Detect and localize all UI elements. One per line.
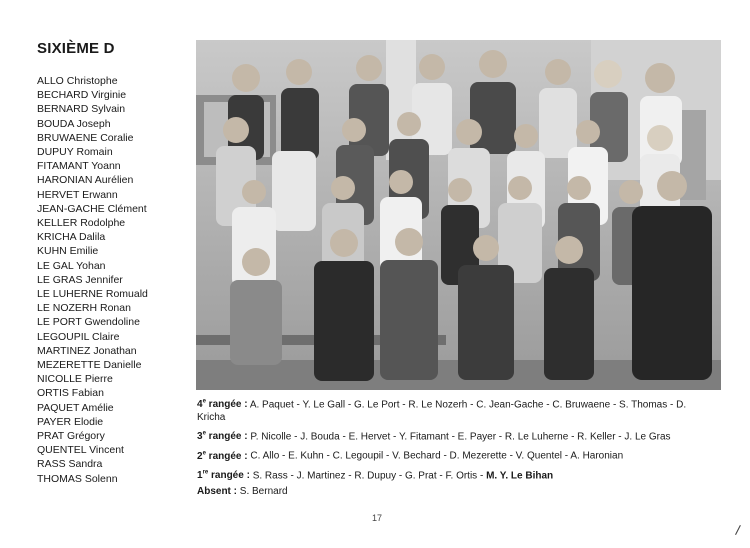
student-name: JEAN-GACHE Clément [37,202,147,215]
student-name: QUENTEL Vincent [37,444,124,457]
student-name: HERVET Erwann [37,188,118,201]
row-label: 4e rangée : [197,399,248,411]
student-name: NICOLLE Pierre [37,373,113,386]
student-name: MARTINEZ Jonathan [37,344,137,357]
student-name: PAYER Elodie [37,415,104,428]
student-name: BRUWAENE Coralie [37,131,134,144]
caption-row-2 [197,447,717,463]
student-name: KRICHA Dalila [37,231,106,244]
page-number: 17 [372,513,383,523]
student-name: LE LUHERNE Romuald [37,288,148,301]
row-label: 1re rangée : [197,469,250,482]
margin-mark: / [734,521,742,539]
row-names: P. Nicolle - J. Bouda - E. Hervet - Y. Fitamant - E. Payer - R. Le Luherne - R. Keller - J. Le Gras [247,431,671,443]
class-title: SIXIÈME D [37,40,115,57]
student-name: PAQUET Amélie [37,401,114,414]
caption-row-1 [197,467,717,483]
student-name: LEGOUPIL Claire [37,330,120,343]
student-name: KELLER Rodolphe [37,217,126,230]
student-name: ALLO Christophe [37,75,118,87]
student-list [37,74,148,486]
student-name: HARONIAN Aurélien [37,174,134,187]
student-name: MEZERETTE Danielle [37,359,142,372]
teacher-name: M. Y. Le Bihan [486,470,554,482]
student-name: BECHARD Virginie [37,89,127,102]
class-photo [196,40,721,390]
student-name: BOUDA Joseph [37,117,111,130]
row-label: 3e rangée : [197,431,248,443]
student-name: KUHN Emilie [37,245,99,258]
student-name: LE PORT Gwendoline [37,316,140,329]
student-name: LE GAL Yohan [37,259,106,272]
absent-label: Absent : [197,486,237,498]
student-name: PRAT Grégory [37,430,105,443]
student-name: ORTIS Fabian [37,387,104,400]
row-label: 2e rangée : [197,450,248,462]
person-figure [228,64,264,160]
row-names: S. Rass - J. Martinez - R. Dupuy - G. Prat - F. Ortis - [249,470,487,482]
student-name: LE GRAS Jennifer [37,273,123,286]
student-name: FITAMANT Yoann [37,160,121,173]
caption-row-3 [197,428,717,444]
row-names: A. Paquet - Y. Le Gall - G. Le Port - R. Le Nozerh - C. Jean-Gache - C. Bruwaene - S. Thomas - D. Kricha [197,399,687,423]
student-name: LE NOZERH Ronan [37,302,131,315]
student-name: BERNARD Sylvain [37,103,126,116]
student-name: RASS Sandra [37,458,103,471]
caption-absent [197,486,717,499]
student-name: THOMAS Solenn [37,472,118,485]
row-names: C. Allo - E. Kuhn - C. Legoupil - V. Bechard - D. Mezerette - V. Quentel - A. Haronian [247,450,624,462]
absent-names: S. Bernard [237,486,288,498]
student-name: DUPUY Romain [37,146,113,159]
class-photo-illustration [196,40,721,390]
photo-caption [197,396,717,502]
caption-row-4 [197,396,717,425]
